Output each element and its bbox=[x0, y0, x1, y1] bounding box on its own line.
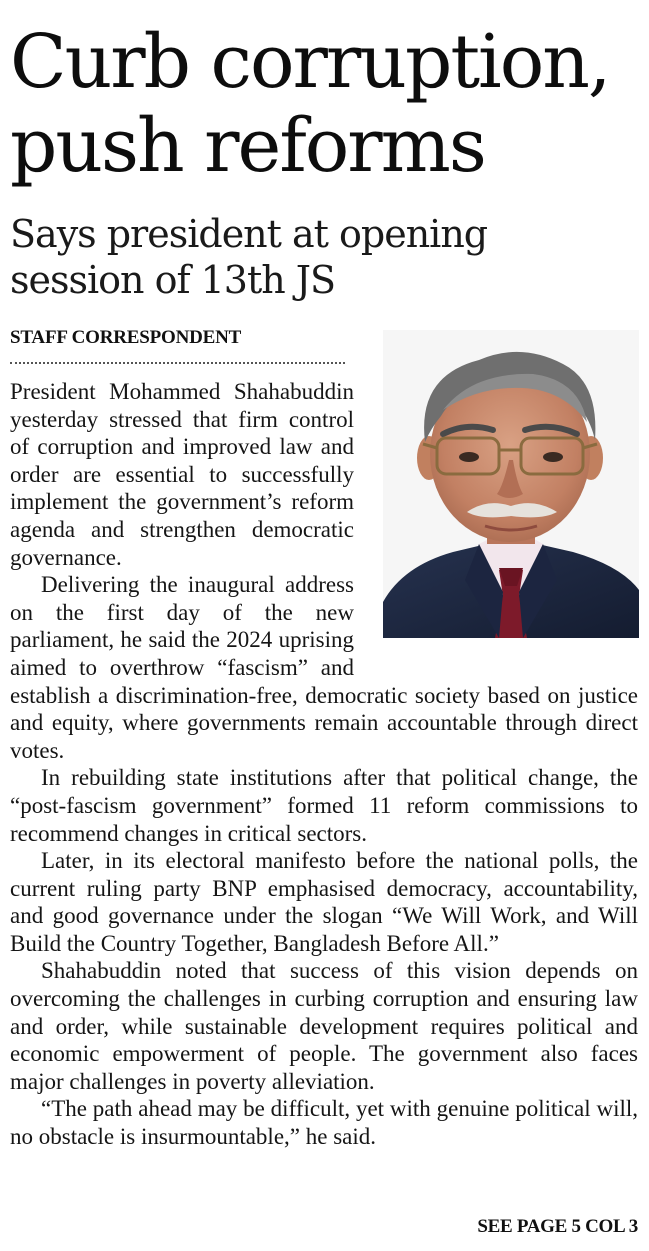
paragraph-1: President Mohammed Shahabuddin yesterday stressed that firm control of corruption and improved law and order are essential to successfully implement the government’s reform agenda and strengthen democratic governance. bbox=[10, 379, 354, 570]
paragraph-3: In rebuilding state institutions after that political change, the “post-fascism government” formed 11 reform commissions to recommend changes in critical sectors. bbox=[10, 765, 638, 846]
headline-line-1: Curb corruption, bbox=[10, 19, 610, 105]
continued-on-link[interactable]: SEE PAGE 5 COL 3 bbox=[477, 1216, 638, 1237]
paragraph-4: Later, in its electoral manifesto before the national polls, the current ruling party BNP emphasised democracy, accountability, and good governance under the slogan “We Will Work, and Will Build the Country Together, Bangladesh Before All.” bbox=[10, 848, 638, 956]
headline bbox=[10, 20, 642, 188]
subheadline-line-2: session of 13th JS bbox=[10, 258, 336, 302]
subheadline bbox=[10, 211, 642, 303]
paragraph-6: “The path ahead may be difficult, yet with genuine political will, no obstacle is insurmountable,” he said. bbox=[10, 1096, 638, 1150]
byline-dotted-divider bbox=[10, 362, 345, 364]
paragraph-2: Delivering the inaugural address on the first day of the new parliament, he said the 2024 uprising aimed to overthrow “fascism” and establish a discrimination-free, democratic society based on justice and equity, where governments remain accountable through direct votes. bbox=[10, 572, 638, 763]
article-body bbox=[10, 378, 638, 1151]
paragraph-5: Shahabuddin noted that success of this vision depends on overcoming the challenges in curbing corruption and ensuring law and order, while sustainable development requires political and economic empowerment of people. The government also faces major challenges in poverty alleviation. bbox=[10, 958, 638, 1094]
byline: STAFF CORRESPONDENT bbox=[10, 327, 242, 348]
headline-line-2: push reforms bbox=[10, 103, 485, 189]
photo-wrap-spacer bbox=[354, 378, 638, 668]
subheadline-line-1: Says president at opening bbox=[10, 212, 488, 256]
